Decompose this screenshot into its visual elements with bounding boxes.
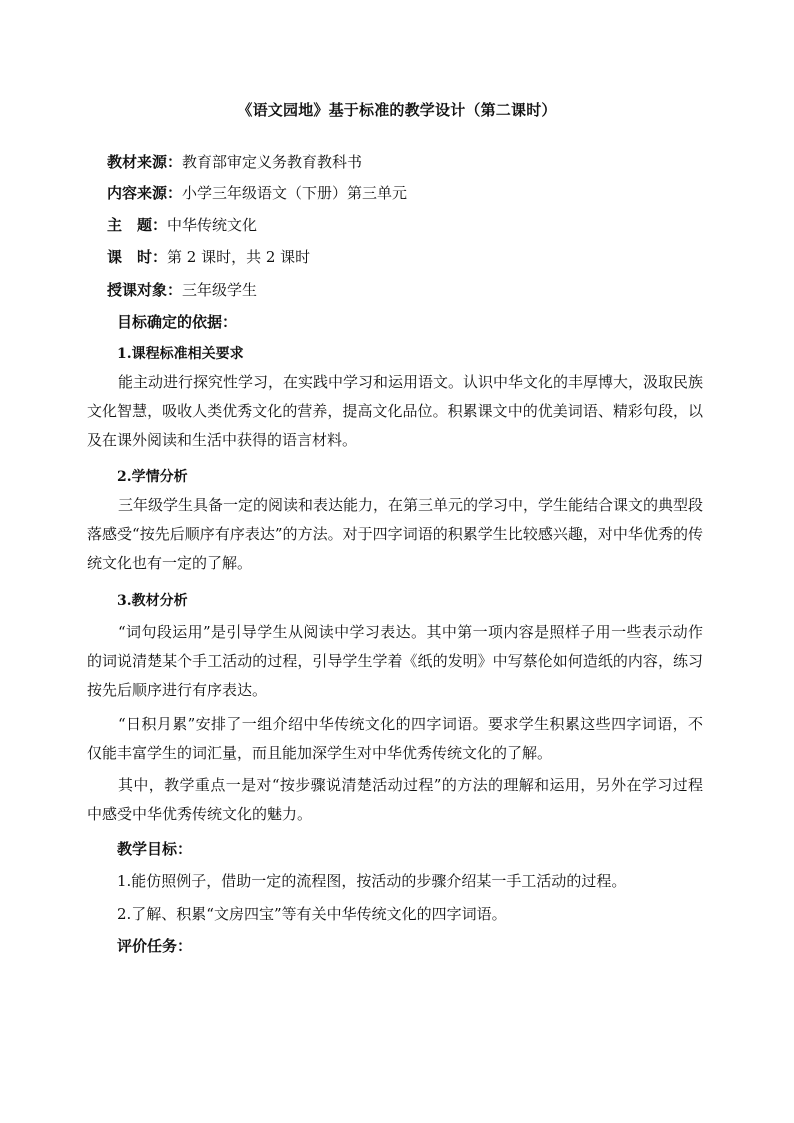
paragraph-curriculum: 能主动进行探究性学习，在实践中学习和运用语文。认识中华文化的丰厚博大，汲取民族文化智慧，吸收人类优秀文化的营养，提高文化品位。积累课文中的优美词语、精彩句段，以及在课外阅读和生活中获得的语言材料。	[87, 373, 704, 449]
meta-label: 教材来源：	[107, 153, 183, 171]
meta-value: 第 2 课时，共 2 课时	[167, 248, 311, 266]
goal-item: 1.能仿照例子，借助一定的流程图，按活动的步骤介绍某一手工活动的过程。	[117, 872, 627, 890]
meta-label: 内容来源：	[107, 184, 183, 202]
section-heading-learner-analysis: 2.学情分析	[117, 469, 188, 485]
meta-value: 三年级学生	[182, 281, 258, 299]
basis-heading: 目标确定的依据：	[117, 313, 238, 331]
meta-label: 主 题：	[107, 216, 168, 234]
section-heading-textbook-analysis: 3.教材分析	[117, 593, 188, 609]
meta-label: 课 时：	[107, 248, 168, 266]
paragraph-learner-analysis: 三年级学生具备一定的阅读和表达能力，在第三单元的学习中，学生能结合课文的典型段落感受“按先后顺序有序表达”的方法。对于四字词语的积累学生比较感兴趣，对中华优秀的传统文化也有一定的了解。	[87, 496, 704, 572]
meta-class-hours	[107, 246, 310, 267]
meta-label: 授课对象：	[107, 281, 183, 299]
paragraph-textbook-analysis-2: “日积月累”安排了一组介绍中华传统文化的四字词语。要求学生积累这些四字词语，不仅能丰富学生的词汇量，而且能加深学生对中华优秀传统文化的了解。	[87, 715, 703, 762]
goal-item: 2.了解、积累“文房四宝”等有关中华传统文化的四字词语。	[117, 905, 507, 923]
meta-content-source	[107, 182, 407, 203]
meta-value: 教育部审定义务教育教科书	[182, 153, 363, 171]
meta-value: 中华传统文化	[167, 216, 258, 234]
paragraph-textbook-analysis-3: 其中，教学重点一是对“按步骤说清楚活动过程”的方法的理解和运用，另外在学习过程中感受中华优秀传统文化的魅力。	[87, 776, 703, 823]
meta-textbook-source	[107, 151, 362, 172]
section-heading-curriculum: 1.课程标准相关要求	[117, 346, 244, 362]
goals-heading: 教学目标：	[117, 840, 193, 858]
meta-audience	[107, 279, 257, 300]
meta-theme	[107, 214, 257, 235]
evaluation-heading: 评价任务：	[117, 937, 193, 955]
meta-value: 小学三年级语文（下册）第三单元	[182, 184, 408, 202]
paragraph-textbook-analysis-1: “词句段运用”是引导学生从阅读中学习表达。其中第一项内容是照样子用一些表示动作的词说清楚某个手工活动的过程，引导学生学着《纸的发明》中写蔡伦如何造纸的内容，练习按先后顺序进行有序表达。	[87, 623, 703, 699]
document-title: 《语文园地》基于标准的教学设计（第二课时）	[237, 101, 557, 119]
